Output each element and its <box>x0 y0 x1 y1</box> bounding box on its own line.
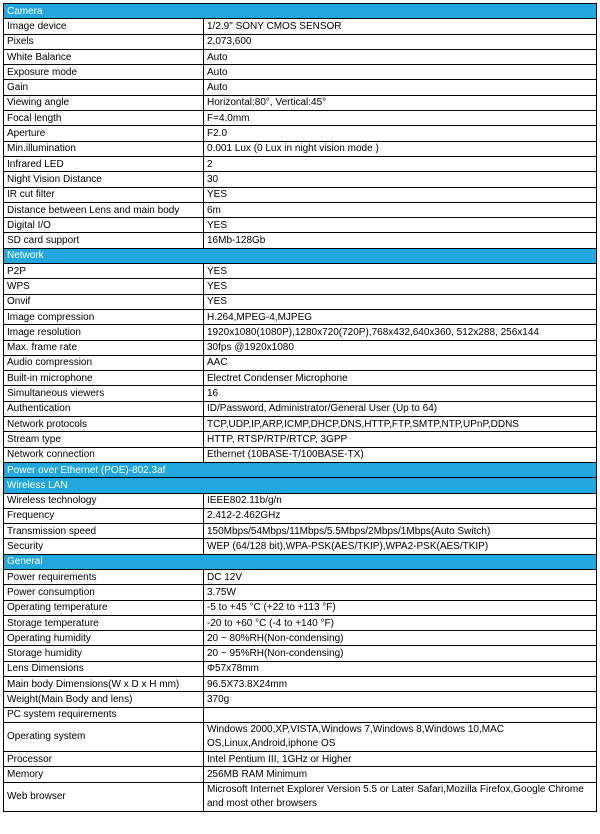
table-row <box>4 615 597 630</box>
table-row <box>4 202 597 217</box>
spec-value: 16Mb-128Gb <box>204 233 597 248</box>
spec-label: Aperture <box>4 126 204 141</box>
section-header <box>4 478 597 493</box>
spec-label: P2P <box>4 264 204 279</box>
table-row <box>4 417 597 432</box>
table-row <box>4 782 597 811</box>
spec-value: 20 ~ 95%RH(Non-condensing) <box>204 646 597 661</box>
spec-label: Min.illumination <box>4 141 204 156</box>
section-title: Camera <box>4 4 597 19</box>
spec-label: Storage humidity <box>4 646 204 661</box>
spec-value: 1920x1080(1080P),1280x720(720P),768x432,640x360, 512x288, 256x144 <box>204 325 597 340</box>
spec-label: Transmission speed <box>4 524 204 539</box>
spec-value: 30 <box>204 172 597 187</box>
table-row <box>4 111 597 126</box>
spec-label: Frequency <box>4 508 204 523</box>
spec-label: Processor <box>4 751 204 766</box>
spec-label: Distance between Lens and main body <box>4 202 204 217</box>
spec-label: PC system requirements <box>4 707 204 722</box>
spec-label: Simultaneous viewers <box>4 386 204 401</box>
table-row <box>4 646 597 661</box>
spec-value: -5 to +45 °C (+22 to +113 °F) <box>204 600 597 615</box>
spec-label: Gain <box>4 80 204 95</box>
spec-label: Max. frame rate <box>4 340 204 355</box>
section-title: General <box>4 554 597 569</box>
spec-value: Electret Condenser Microphone <box>204 371 597 386</box>
section-header <box>4 4 597 19</box>
table-row <box>4 355 597 370</box>
spec-value: Microsoft Internet Explorer Version 5.5 or Later Safari,Mozilla Firefox,Google Chrome and most other browsers <box>204 782 597 811</box>
table-row <box>4 661 597 676</box>
section-title: Power over Ethernet (POE)-802.3af <box>4 462 597 477</box>
spec-label: Security <box>4 539 204 554</box>
section-header <box>4 248 597 263</box>
spec-value: TCP,UDP,IP,ARP,ICMP,DHCP,DNS,HTTP,FTP,SMTP,NTP,UPnP,DDNS <box>204 417 597 432</box>
spec-label: WPS <box>4 279 204 294</box>
table-row <box>4 386 597 401</box>
spec-value: YES <box>204 187 597 202</box>
table-row <box>4 371 597 386</box>
table-row <box>4 80 597 95</box>
table-row <box>4 508 597 523</box>
spec-value <box>204 707 597 722</box>
table-row <box>4 340 597 355</box>
spec-value: Φ57x78mm <box>204 661 597 676</box>
spec-label: Power consumption <box>4 585 204 600</box>
spec-value: Horizontal:80°, Vertical:45° <box>204 95 597 110</box>
spec-label: Night Vision Distance <box>4 172 204 187</box>
spec-label: Storage temperature <box>4 615 204 630</box>
table-row <box>4 95 597 110</box>
table-row <box>4 156 597 171</box>
spec-label: Main body Dimensions(W x D x H mm) <box>4 677 204 692</box>
table-row <box>4 677 597 692</box>
table-row <box>4 707 597 722</box>
spec-value: AAC <box>204 355 597 370</box>
table-row <box>4 432 597 447</box>
spec-value: YES <box>204 279 597 294</box>
table-row <box>4 172 597 187</box>
spec-value: F=4.0mm <box>204 111 597 126</box>
spec-value: -20 to +60 °C (-4 to +140 °F) <box>204 615 597 630</box>
table-row <box>4 141 597 156</box>
spec-label: Built-in microphone <box>4 371 204 386</box>
spec-label: Digital I/O <box>4 218 204 233</box>
spec-value: Auto <box>204 49 597 64</box>
spec-label: White Balance <box>4 49 204 64</box>
spec-value: F2.0 <box>204 126 597 141</box>
spec-label: Stream type <box>4 432 204 447</box>
spec-label: Onvif <box>4 294 204 309</box>
table-row <box>4 631 597 646</box>
spec-label: Lens Dimensions <box>4 661 204 676</box>
spec-value: 2,073,600 <box>204 34 597 49</box>
spec-value: WEP (64/128 bit),WPA-PSK(AES/TKIP),WPA2-PSK(AES/TKIP) <box>204 539 597 554</box>
spec-value: 150Mbps/54Mbps/11Mbps/5.5Mbps/2Mbps/1Mbps(Auto Switch) <box>204 524 597 539</box>
spec-label: Viewing angle <box>4 95 204 110</box>
table-row <box>4 126 597 141</box>
spec-value: YES <box>204 294 597 309</box>
table-row <box>4 401 597 416</box>
spec-value: 30fps @1920x1080 <box>204 340 597 355</box>
spec-label: IR cut filter <box>4 187 204 202</box>
spec-value: 256MB RAM Minimum <box>204 767 597 782</box>
table-row <box>4 325 597 340</box>
spec-table-body <box>4 4 597 812</box>
table-row <box>4 524 597 539</box>
spec-value: 16 <box>204 386 597 401</box>
section-title: Network <box>4 248 597 263</box>
spec-value: HTTP, RTSP/RTP/RTCP, 3GPP <box>204 432 597 447</box>
spec-value: 1/2.9" SONY CMOS SENSOR <box>204 19 597 34</box>
spec-label: Infrared LED <box>4 156 204 171</box>
spec-value: H.264,MPEG-4,MJPEG <box>204 309 597 324</box>
table-row <box>4 264 597 279</box>
table-row <box>4 233 597 248</box>
spec-value: 370g <box>204 692 597 707</box>
spec-value: ID/Password, Administrator/General User (Up to 64) <box>204 401 597 416</box>
spec-value: 6m <box>204 202 597 217</box>
table-row <box>4 569 597 584</box>
spec-label: Power requirements <box>4 569 204 584</box>
table-row <box>4 279 597 294</box>
spec-table <box>3 3 597 812</box>
spec-label: Focal length <box>4 111 204 126</box>
table-row <box>4 294 597 309</box>
spec-value: Ethernet (10BASE-T/100BASE-TX) <box>204 447 597 462</box>
table-row <box>4 722 597 751</box>
section-title: Wireless LAN <box>4 478 597 493</box>
spec-value: Auto <box>204 80 597 95</box>
spec-value: YES <box>204 264 597 279</box>
table-row <box>4 447 597 462</box>
spec-label: Image compression <box>4 309 204 324</box>
spec-value: 0.001 Lux (0 Lux in night vision mode ) <box>204 141 597 156</box>
spec-value: Intel Pentium III, 1GHz or Higher <box>204 751 597 766</box>
spec-label: Image device <box>4 19 204 34</box>
spec-label: Web browser <box>4 782 204 811</box>
spec-value: YES <box>204 218 597 233</box>
table-row <box>4 600 597 615</box>
spec-label: Wireless technology <box>4 493 204 508</box>
spec-value: 20 ~ 80%RH(Non-condensing) <box>204 631 597 646</box>
spec-label: Operating humidity <box>4 631 204 646</box>
spec-label: Audio compression <box>4 355 204 370</box>
spec-label: Operating system <box>4 722 204 751</box>
table-row <box>4 692 597 707</box>
spec-label: Weight(Main Body and lens) <box>4 692 204 707</box>
table-row <box>4 187 597 202</box>
spec-label: Network connection <box>4 447 204 462</box>
table-row <box>4 751 597 766</box>
spec-value: DC 12V <box>204 569 597 584</box>
table-row <box>4 767 597 782</box>
section-header <box>4 462 597 477</box>
spec-value: 2.412-2.462GHz <box>204 508 597 523</box>
spec-label: Operating temperature <box>4 600 204 615</box>
table-row <box>4 493 597 508</box>
table-row <box>4 19 597 34</box>
table-row <box>4 309 597 324</box>
spec-value: 96.5X73.8X24mm <box>204 677 597 692</box>
table-row <box>4 34 597 49</box>
table-row <box>4 49 597 64</box>
spec-sheet <box>3 3 596 812</box>
table-row <box>4 218 597 233</box>
spec-label: Pixels <box>4 34 204 49</box>
table-row <box>4 65 597 80</box>
table-row <box>4 585 597 600</box>
table-row <box>4 539 597 554</box>
spec-label: SD card support <box>4 233 204 248</box>
spec-label: Exposure mode <box>4 65 204 80</box>
spec-value: IEEE802.11b/g/n <box>204 493 597 508</box>
spec-value: Windows 2000,XP,VISTA,Windows 7,Windows 8,Windows 10,MAC OS,Linux,Android,iphone OS <box>204 722 597 751</box>
spec-label: Image resolution <box>4 325 204 340</box>
section-header <box>4 554 597 569</box>
spec-value: Auto <box>204 65 597 80</box>
spec-label: Memory <box>4 767 204 782</box>
spec-label: Network protocols <box>4 417 204 432</box>
spec-label: Authentication <box>4 401 204 416</box>
spec-value: 2 <box>204 156 597 171</box>
spec-value: 3.75W <box>204 585 597 600</box>
